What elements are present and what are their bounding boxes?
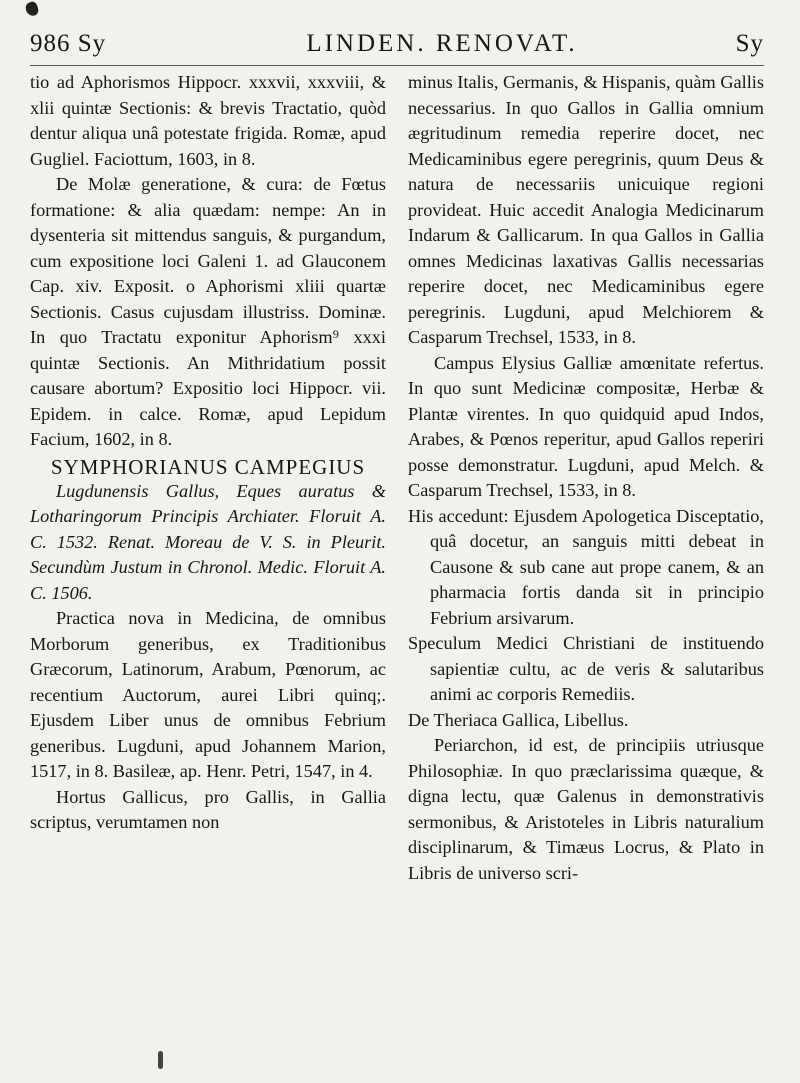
left-column	[30, 70, 386, 886]
paragraph: Practica nova in Medicina, de omnibus Morborum generibus, ex Traditionibus Græcorum, Latinorum, Arabum, Pœnorum, ac recentium Auctorum, aurei Libri quinq;. Ejusdem Liber unus de omnibus Febrium generibus. Lugduni, apud Johannem Marion, 1517, in 8. Basileæ, ap. Henr. Petri, 1547, in 4.	[30, 608, 386, 781]
ink-stroke-mark	[158, 1051, 163, 1069]
right-section-tag: Sy	[735, 30, 764, 57]
paragraph: Campus Elysius Galliæ amœnitate refertus. In quo sunt Medicinæ compositæ, Herbæ & Plantæ virentes. In quo quidquid apud Indos, Arabes, & Pœnos reperitur, apud Gallos reperiri posse demonstratur. Lugduni, apud Melch. & Casparum Trechsel, 1533, in 8.	[408, 352, 764, 500]
paragraph: Periarchon, id est, de principiis utriusque Philosophiæ. In quo præclarissima quæque, & digna lectu, quæ Galenus in demonstrativis sermonibus, & Aristoteles in Libris naturalium disciplinarum, & Timæus Locrus, & Plato in Libris de universo scri-	[408, 735, 764, 883]
paragraph: De Theriaca Gallica, Libellus.	[408, 709, 629, 730]
author-heading: SYMPHORIANUS CAMPEGIUS	[50, 454, 366, 479]
paragraph: minus Italis, Germanis, & Hispanis, quàm Gallis necessarius. In quo Gallos in Gallia omnium ægritudinum remedia reperire docet, nec Medicaminibus egere peregrinis, quum Deus & natura de necessariis unicuique regioni provideat. Huic accedit Analogia Medicinarum Indarum & Gallicarum. In qua Gallos in Gallia omnes Medicinas laxativas Gallis necessarias reperire docet, nec Medicaminibus egere peregrinis. Lugduni, apud Melchiorem & Casparum Trechsel, 1533, in 8.	[408, 72, 764, 347]
paragraph: tio ad Aphorismos Hippocr. xxxvii, xxxviii, & xlii quintæ Sectionis: & brevis Tractatio, quòd dentur aliqua unâ potestate frigida. Romæ, apud Gugliel. Faciottum, 1603, in 8.	[30, 72, 386, 169]
right-column	[408, 70, 764, 886]
left-section-tag: Sy	[77, 30, 107, 57]
text-columns	[30, 70, 764, 886]
paragraph: Speculum Medici Christiani de instituendo sapientiæ cultu, ac de veris & salutaribus animi ac corporis Remediis.	[408, 633, 764, 704]
paragraph: His accedunt: Ejusdem Apologetica Disceptatio, quâ docetur, an sanguis mitti debeat in Causone & sub cane aut prope canem, & an pharmacia fortis danda sit in principio Febrium arsivarum.	[408, 505, 764, 628]
author-note: Lugdunensis Gallus, Eques auratus & Lotharingorum Principis Archiater. Floruit A. C. 1532. Renat. Moreau de V. S. in Pleurit. Secundùm Justum in Chronol. Medic. Floruit A. C. 1506.	[30, 480, 386, 603]
running-head	[30, 30, 764, 66]
paragraph: De Molæ generatione, & cura: de Fœtus formatione: & alia quædam: nempe: An in dysenteria sit mittendus sanguis, & purgandum, cum expositione loci Galeni 1. ad Glauconem Cap. xiv. Exposit. o Aphorismi xliii quartæ Sectionis. Casus cujusdam illustriss. Dominæ. In quo Tractatu exponitur Aphorism⁹ xxxi quintæ Sectionis. An Mithridatium possit causare abortum? Expositio loci Hippocr. vii. Epidem. in calce. Romæ, apud Lepidum Facium, 1602, in 8.	[30, 174, 386, 449]
paragraph: Hortus Gallicus, pro Gallis, in Gallia scriptus, verumtamen non	[30, 786, 386, 832]
page-number: 986	[30, 30, 71, 57]
running-title: LINDEN. RENOVAT.	[306, 30, 578, 57]
ink-blot-mark	[24, 0, 40, 17]
page-number-group	[30, 30, 120, 58]
